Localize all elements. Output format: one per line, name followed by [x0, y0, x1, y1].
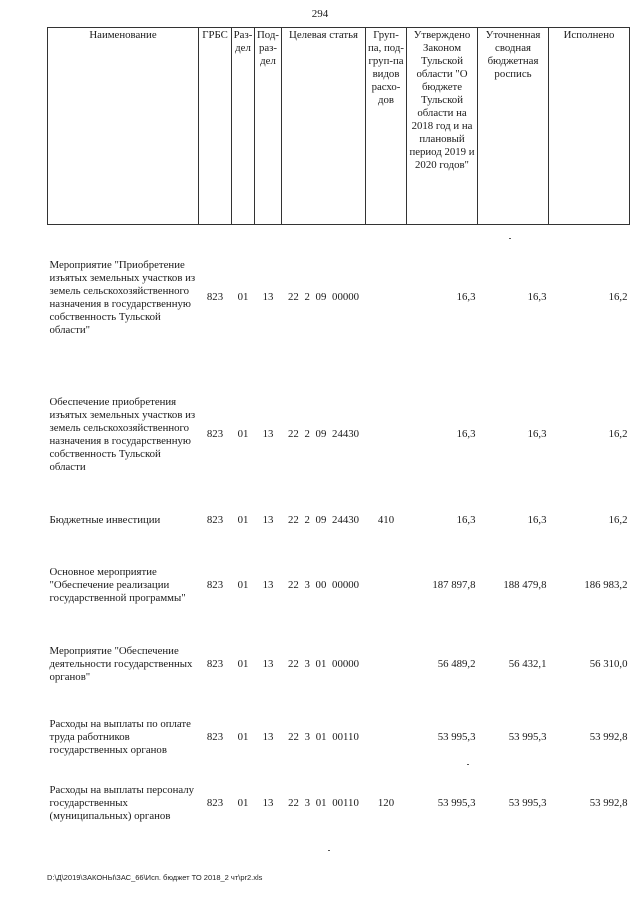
scan-speck [328, 850, 330, 851]
table-row [48, 499, 630, 543]
row-grbs: 823 [206, 428, 224, 440]
row-group [366, 543, 407, 629]
header-target: Целевая статья [282, 28, 366, 225]
header-podrazdel: Под-раз-дел [255, 28, 282, 225]
row-name: Мероприятие "Приобретение изъятых земельных участков из земель сельскохозяйственного назначения в государственную собственность Тульской области" [49, 258, 196, 336]
row-name: Обеспечение приобретения изъятых земельных участков из земель сельскохозяйственного назначения в государственную собственность Тульской области [49, 395, 196, 473]
row-target: 22 2 09 00000 [287, 291, 360, 304]
header-refined: Уточненная сводная бюджетная роспись [478, 28, 549, 225]
scan-speck [509, 238, 511, 239]
header-group: Груп-па, под-груп-па видов расхо-дов [366, 28, 407, 225]
row-name: Мероприятие "Обеспечение деятельности государственных органов" [49, 645, 193, 683]
row-executed: 56 310,0 [589, 658, 628, 670]
row-podrazdel: 13 [262, 428, 274, 440]
row-executed: 16,2 [608, 291, 628, 304]
row-refined: 16,3 [527, 514, 547, 526]
row-executed: 16,2 [608, 514, 628, 526]
row-refined: 53 995,3 [508, 797, 547, 809]
row-target: 22 2 09 24430 [287, 428, 360, 440]
row-name: Бюджетные инвестиции [49, 514, 161, 526]
row-target: 22 3 01 00110 [288, 797, 359, 809]
row-approved: 53 995,3 [437, 797, 476, 809]
row-podrazdel: 13 [262, 658, 274, 670]
row-group [366, 629, 407, 701]
row-name: Расходы на выплаты персоналу государственных (муниципальных) органов [49, 784, 195, 822]
row-razdel: 01 [237, 658, 249, 670]
page-number: 294 [311, 8, 329, 20]
row-razdel: 01 [237, 291, 249, 304]
row-grbs: 823 [206, 291, 224, 304]
header-name: Наименование [48, 28, 199, 225]
row-razdel: 01 [237, 731, 249, 743]
row-approved: 16,3 [456, 291, 476, 304]
row-refined: 188 479,8 [503, 579, 547, 591]
row-refined: 16,3 [527, 291, 547, 304]
row-approved: 16,3 [456, 428, 476, 440]
row-grbs: 823 [206, 658, 224, 670]
row-name: Основное мероприятие "Обеспечение реализации государственной программы" [49, 566, 186, 604]
row-grbs: 823 [206, 731, 224, 743]
table-row [48, 775, 630, 833]
table-row [48, 225, 630, 371]
row-grbs: 823 [206, 579, 224, 591]
row-target: 22 2 09 24430 [287, 514, 360, 526]
header-razdel: Раз-дел [232, 28, 255, 225]
row-podrazdel: 13 [262, 731, 274, 743]
row-group: 120 [377, 797, 395, 809]
row-refined: 53 995,3 [508, 731, 547, 743]
row-target: 22 3 01 00110 [288, 731, 359, 743]
row-razdel: 01 [237, 428, 249, 440]
row-refined: 16,3 [527, 428, 547, 440]
row-razdel: 01 [237, 797, 249, 809]
row-name: Расходы на выплаты по оплате труда работников государственных органов [49, 718, 191, 756]
row-target: 22 3 00 00000 [287, 579, 360, 591]
row-approved: 56 489,2 [437, 658, 476, 670]
row-executed: 53 992,8 [589, 797, 628, 809]
row-podrazdel: 13 [262, 291, 274, 304]
table-row [48, 629, 630, 701]
row-target: 22 3 01 00000 [287, 658, 360, 670]
table-row [48, 371, 630, 499]
row-group [366, 225, 407, 371]
row-executed: 186 983,2 [584, 579, 628, 591]
row-approved: 16,3 [456, 514, 476, 526]
header-executed: Исполнено [549, 28, 630, 225]
table-row [48, 543, 630, 629]
row-executed: 16,2 [608, 428, 628, 440]
table-header-row [48, 28, 630, 225]
row-group [366, 701, 407, 775]
row-executed: 53 992,8 [589, 731, 628, 743]
scan-speck [467, 764, 469, 765]
row-grbs: 823 [206, 797, 224, 809]
row-podrazdel: 13 [262, 514, 274, 526]
row-approved: 187 897,8 [432, 579, 476, 591]
row-podrazdel: 13 [262, 797, 274, 809]
row-razdel: 01 [237, 579, 249, 591]
row-podrazdel: 13 [262, 579, 274, 591]
header-grbs: ГРБС [199, 28, 232, 225]
row-razdel: 01 [237, 514, 249, 526]
budget-table [47, 27, 630, 833]
row-group: 410 [377, 514, 395, 526]
row-group [366, 371, 407, 499]
table-row [48, 701, 630, 775]
row-grbs: 823 [206, 514, 224, 526]
row-approved: 53 995,3 [437, 731, 476, 743]
row-refined: 56 432,1 [508, 658, 547, 670]
header-approved: Утверждено Законом Тульской области "О бюджете Тульской области на 2018 год и на плановый период 2019 и 2020 годов" [407, 28, 478, 225]
footer-file-path: D:\Д\2019\ЗАКОНЫ\ЗАС_66\Исп. бюджет ТО 2018_2 чт\pr2.xls [47, 873, 263, 882]
